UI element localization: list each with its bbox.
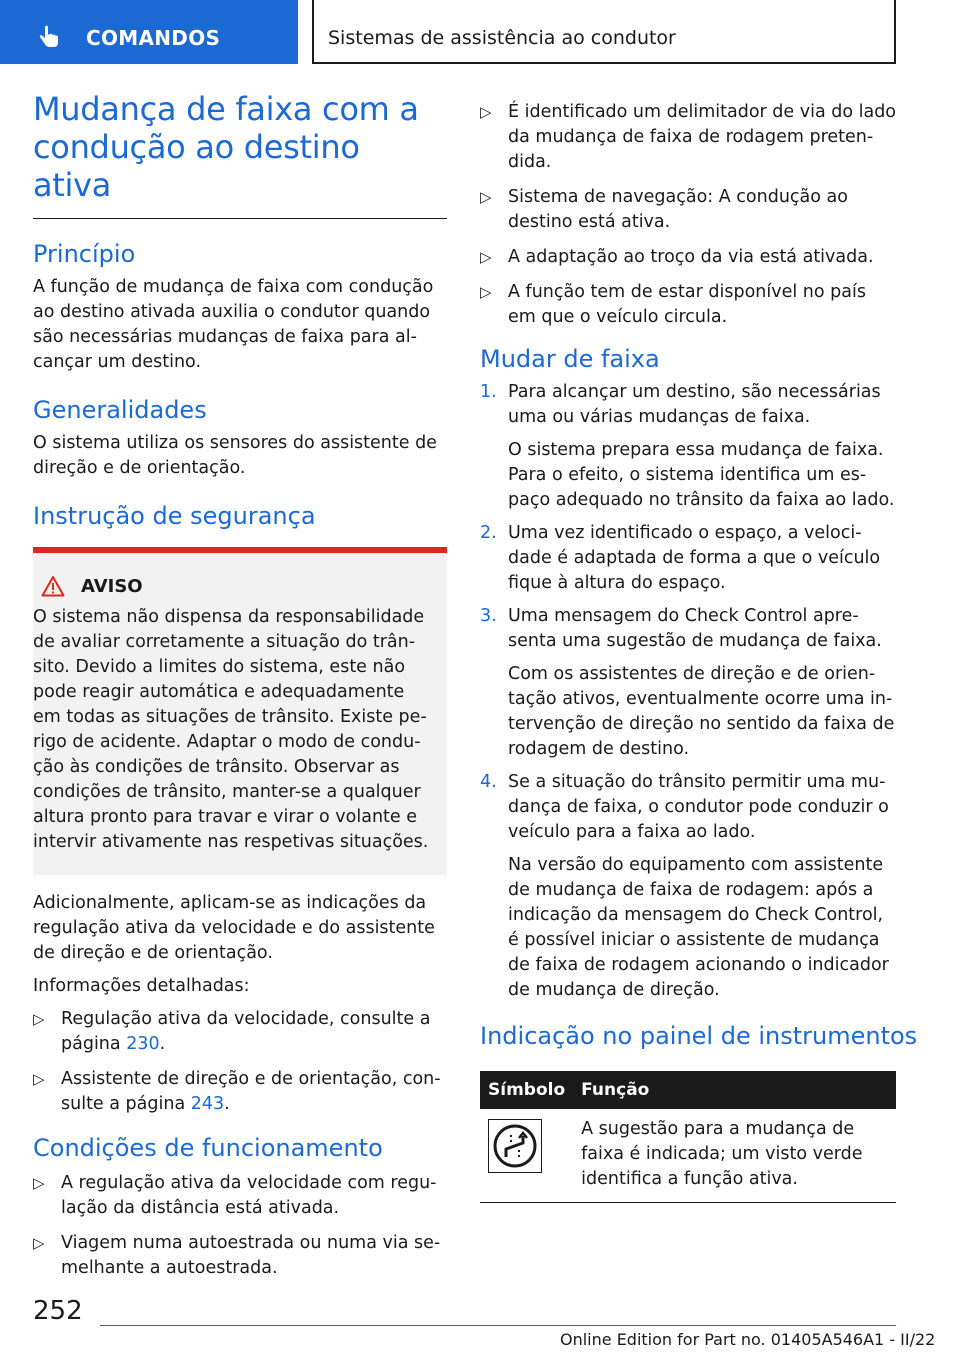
footer-edition: Online Edition for Part no. 01405A546A1 - II/22 [560, 1330, 936, 1349]
heading-indicacao: Indicação no painel de instrumentos [480, 1022, 918, 1050]
left-column [33, 90, 447, 1291]
footer-rule [100, 1325, 896, 1326]
header-section-label: COMANDOS [86, 26, 221, 50]
list-item: 3. Uma mensagem do Check Control apresenta uma sugestão de mudança de faixa. Com os assistentes de direção e de orientação ativos, eventualmente ocorre uma intervenção de direção no sentido da faixa de rodagem de destino. [480, 606, 895, 759]
triangle-bullet-icon: ▷ [480, 103, 492, 121]
list-item: ▷ Viagem numa autoestrada ou numa via semelhante a autoestrada. [33, 1233, 441, 1278]
triangle-bullet-icon: ▷ [33, 1234, 45, 1252]
right-column [480, 100, 918, 1203]
info-list [33, 1007, 447, 1117]
lane-change-suggestion-icon [492, 1123, 538, 1169]
text-principio: A função de mudança de faixa com condução ao destino ativada auxilia o condutor quando são necessárias mudanças de faixa para alcançar um destino. [33, 277, 434, 372]
step-number: 2. [480, 523, 497, 543]
warning-box [33, 547, 447, 875]
heading-generalidades: Generalidades [33, 396, 207, 424]
list-item: 4. Se a situação do trânsito permitir uma mudança de faixa, o condutor pode conduzir o veículo para a faixa ao lado. Na versão do equipamento com assistente de mudança de faixa de rodagem: após a indicação da mensagem do Check Control, é possível iniciar o assistente de mudança de faixa de rodagem acionando o indicador de mudança de direção. [480, 772, 889, 1000]
list-item: 1. Para alcançar um destino, são necessárias uma ou várias mudanças de faixa. O sistema prepara essa mudança de faixa. Para o efeito, o sistema identifica um espaço adequado no trânsito da faixa ao lado. [480, 382, 895, 510]
warning-triangle-icon [41, 575, 65, 597]
page-number: 252 [33, 1296, 83, 1326]
info-label: Informações detalhadas: [33, 976, 250, 996]
page-link-243[interactable]: 243 [190, 1094, 225, 1114]
header-chapter-box [312, 0, 896, 64]
section-seguranca [33, 501, 447, 875]
table-row [480, 1109, 896, 1203]
list-item: ▷ Assistente de direção e de orientação, consulte a página 243. [33, 1069, 441, 1114]
list-item: ▷ A função tem de estar disponível no país em que o veículo circula. [480, 282, 866, 327]
text-generalidades: O sistema utiliza os sensores do assistente de direção e de orientação. [33, 433, 437, 478]
section-indicacao [480, 1021, 918, 1203]
condicoes-list-continued [480, 100, 896, 330]
warning-title: AVISO [81, 575, 143, 597]
list-item: ▷ É identificado um delimitador de via do lado da mudança de faixa de rodagem pretendida. [480, 102, 897, 172]
symbol-cell [488, 1119, 542, 1173]
page-title: Mudança de faixa com a condução ao destino ativa [33, 90, 419, 204]
heading-principio: Princípio [33, 240, 136, 268]
step-number: 3. [480, 606, 497, 626]
symbol-table [480, 1071, 896, 1203]
warning-text: O sistema não dispensa da responsabilidade de avaliar corretamente a situação do trânsito. Devido a limites do sistema, este não pode reagir automática e adequadamente em todas as situações de trânsito. Existe perigo de acidente. Adaptar o modo de condução às condições de trânsito. Observar as condições de trânsito, manter-se a qualquer altura pronto para travar e virar o volante e intervir ativamente nas respetivas situações. [33, 607, 429, 852]
list-item: ▷ A adaptação ao troço da via está ativada. [480, 245, 896, 270]
header-section-tab [0, 0, 298, 64]
section-generalidades [33, 395, 447, 481]
header-chapter-label: Sistemas de assistência ao condutor [328, 27, 676, 49]
column-header-symbol: Símbolo [480, 1071, 573, 1109]
title-rule [33, 218, 447, 219]
list-item: 2. Uma vez identificado o espaço, a velocidade é adaptada de forma a que o veículo fique à altura do espaço. [480, 523, 881, 593]
list-item: ▷ Regulação ativa da velocidade, consulte a página 230. [33, 1009, 431, 1054]
text-adicional: Adicionalmente, aplicam-se as indicações da regulação ativa da velocidade e do assistente de direção e de orientação. [33, 893, 435, 963]
triangle-bullet-icon: ▷ [480, 283, 492, 301]
list-item: ▷ A regulação ativa da velocidade com regulação da distância está ativada. [33, 1173, 437, 1218]
page-link-230[interactable]: 230 [126, 1034, 160, 1054]
heading-mudar: Mudar de faixa [480, 345, 660, 373]
heading-seguranca: Instrução de segurança [33, 502, 316, 530]
list-item: ▷ Sistema de navegação: A condução ao destino está ativa. [480, 187, 848, 232]
triangle-bullet-icon: ▷ [480, 248, 492, 266]
mudar-steps [480, 380, 896, 1003]
triangle-bullet-icon: ▷ [33, 1070, 45, 1088]
condicoes-list [33, 1171, 447, 1281]
step-number: 4. [480, 772, 497, 792]
section-principio [33, 239, 447, 375]
heading-condicoes: Condições de funcionamento [33, 1134, 383, 1162]
section-mudar [480, 344, 896, 1003]
section-condicoes [33, 1133, 447, 1281]
triangle-bullet-icon: ▷ [480, 188, 492, 206]
hand-pointer-icon [36, 24, 62, 50]
column-header-function: Função [573, 1071, 896, 1109]
triangle-bullet-icon: ▷ [33, 1010, 45, 1028]
step-number: 1. [480, 382, 497, 402]
warning-header [33, 575, 437, 597]
triangle-bullet-icon: ▷ [33, 1174, 45, 1192]
function-cell: A sugestão para a mudança de faixa é indicada; um visto verde identifica a função ativa. [573, 1109, 896, 1203]
